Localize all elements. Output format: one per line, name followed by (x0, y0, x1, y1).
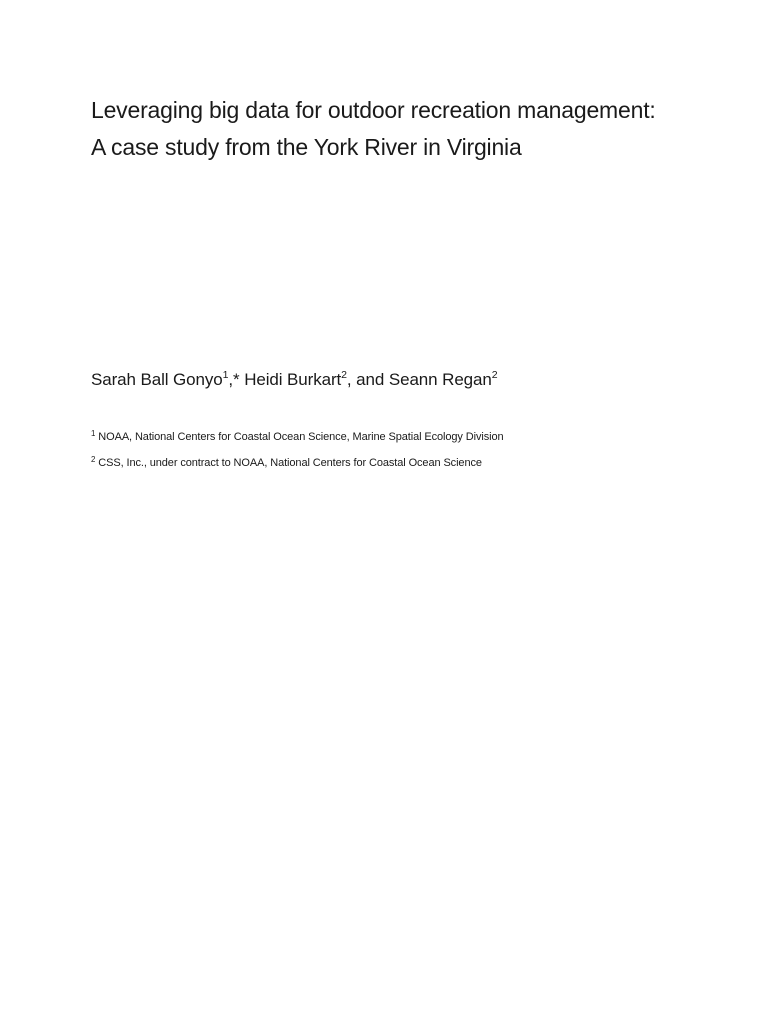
author-name: Sarah Ball Gonyo (91, 370, 223, 389)
affiliation-text: CSS, Inc., under contract to NOAA, National Centers for Coastal Ocean Science (98, 457, 482, 469)
author-suffix: , and (346, 370, 385, 389)
affiliation-text: NOAA, National Centers for Coastal Ocean Science, Marine Spatial Ecology Division (98, 431, 504, 443)
author-suffix: ,* (228, 370, 240, 389)
author-affiliation-mark: 2 (341, 369, 347, 382)
author-affiliation-mark: 1 (222, 369, 229, 382)
affiliation-mark: 2 (91, 454, 96, 464)
author-name: Seann Regan (388, 370, 492, 389)
affiliation-2 (91, 455, 482, 471)
affiliation-1 (91, 429, 503, 445)
author-affiliation-mark: 2 (491, 369, 498, 382)
paper-title-line-1: Leveraging big data for outdoor recreation management: (91, 97, 656, 123)
paper-title-line-2: A case study from the York River in Virginia (91, 134, 522, 160)
author-name: Heidi Burkart (244, 370, 342, 389)
author-list (91, 368, 498, 392)
paper-title (91, 92, 731, 166)
affiliation-mark: 1 (91, 428, 96, 438)
